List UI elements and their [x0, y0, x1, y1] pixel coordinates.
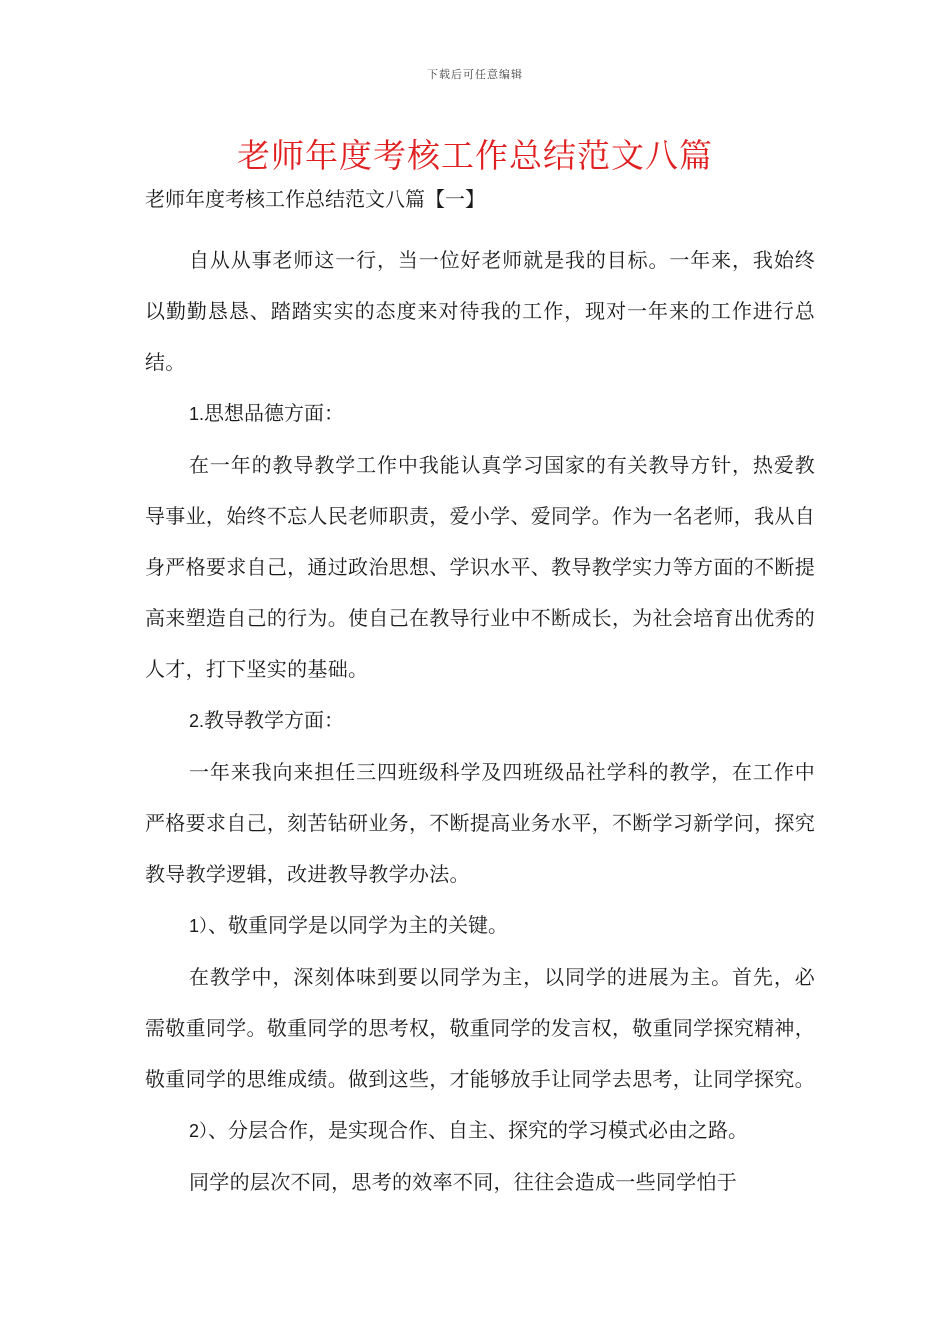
heading-text: 教导教学方面： — [204, 708, 345, 732]
section-heading — [145, 388, 815, 440]
paragraph: 自从从事老师这一行，当一位好老师就是我的目标。一年来，我始终以勤勤恳恳、踏踏实实的态度来对待我的工作，现对一年来的工作进行总结。 — [145, 248, 815, 374]
paragraph: 一年来我向来担任三四班级科学及四班级品社学科的教学，在工作中严格要求自己，刻苦钻研业务，不断提高业务水平，不断学习新学问，探究教导教学逻辑，改进教导教学办法。 — [145, 760, 815, 886]
section-heading — [145, 1105, 815, 1157]
paragraph: 同学的层次不同，思考的效率不同，往往会造成一些同学怕于 — [189, 1170, 738, 1194]
heading-text: 、敬重同学是以同学为主的关键。 — [208, 913, 509, 937]
document-body — [145, 183, 815, 1208]
heading-number: 2. — [189, 711, 205, 731]
document-title: 老师年度考核工作总结范文八篇 — [237, 136, 713, 175]
section-heading — [145, 900, 815, 952]
paragraph: 在教学中，深刻体味到要以同学为主，以同学的进展为主。首先，必需敬重同学。敬重同学的思考权，敬重同学的发言权，敬重同学探究精神，敬重同学的思维成绩。做到这些，才能够放手让同学去思考，让同学探究。 — [145, 965, 815, 1091]
section-subtitle: 老师年度考核工作总结范文八篇【一】 — [145, 187, 485, 211]
paragraph: 在一年的教导教学工作中我能认真学习国家的有关教导方针，热爱教导事业，始终不忘人民老师职责，爱小学、爱同学。作为一名老师，我从自身严格要求自己，通过政治思想、学识水平、教导教学实力等方面的不断提高来塑造自己的行为。使自己在教导行业中不断成长，为社会培育出优秀的人才，打下坚实的基础。 — [145, 453, 815, 681]
section-heading — [145, 695, 815, 747]
heading-number: 2） — [189, 1121, 209, 1141]
header-note: 下载后可任意编辑 — [427, 68, 523, 81]
heading-number: 1. — [189, 404, 205, 424]
heading-text: 、分层合作，是实现合作、自主、探究的学习模式必由之路。 — [208, 1118, 749, 1142]
heading-number: 1） — [189, 916, 209, 936]
heading-text: 思想品德方面： — [204, 401, 345, 425]
